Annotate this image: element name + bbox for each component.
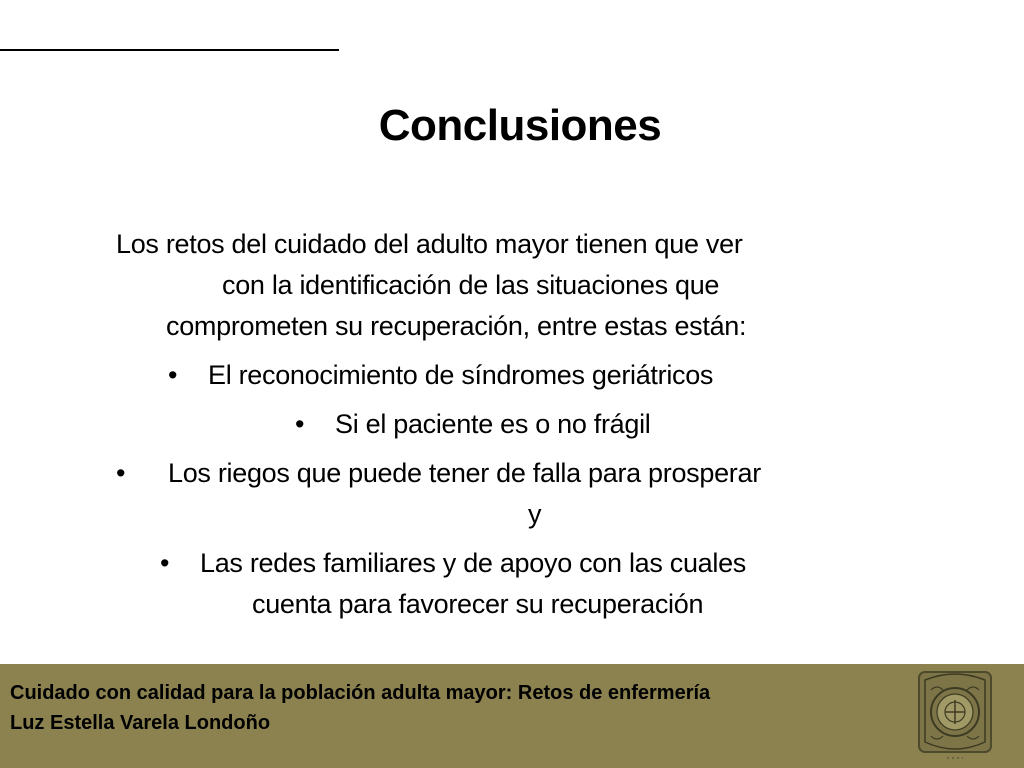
intro-line-1: Los retos del cuidado del adulto mayor tienen que ver (116, 229, 743, 259)
bullet-item-3 (110, 453, 970, 494)
bullet-item-1 (110, 355, 970, 396)
bullet-item-3-continuation: y (528, 499, 542, 529)
bullet-list (110, 355, 970, 625)
top-divider (0, 49, 339, 51)
bullet-text: Los riegos que puede tener de falla para prosperar (168, 458, 761, 488)
bullet-text: El reconocimiento de síndromes geriátricos (208, 360, 714, 390)
university-seal-icon (917, 670, 993, 762)
intro-line-2: con la identificación de las situaciones que (222, 270, 720, 300)
bullet-glyph: • (116, 458, 126, 488)
bullet-item-4 (110, 543, 970, 584)
bullet-glyph: • (160, 548, 170, 578)
footer-course-title: Cuidado con calidad para la población adulta mayor: Retos de enfermería (10, 682, 711, 704)
intro-paragraph (110, 224, 970, 347)
bullet-glyph: • (295, 409, 305, 439)
bullet-glyph: • (168, 360, 178, 390)
footer-author: Luz Estella Varela Londoño (10, 712, 271, 734)
bullet-text: Si el paciente es o no frágil (335, 409, 651, 439)
bullet-item-4-continuation: cuenta para favorecer su recuperación (252, 589, 704, 619)
bullet-item-2 (110, 404, 970, 445)
slide-body (110, 224, 970, 625)
slide-footer (0, 664, 1024, 768)
bullet-text: Las redes familiares y de apoyo con las cuales (200, 548, 747, 578)
slide-title: Conclusiones (378, 101, 662, 150)
intro-line-3: comprometen su recuperación, entre estas están: (166, 311, 747, 341)
